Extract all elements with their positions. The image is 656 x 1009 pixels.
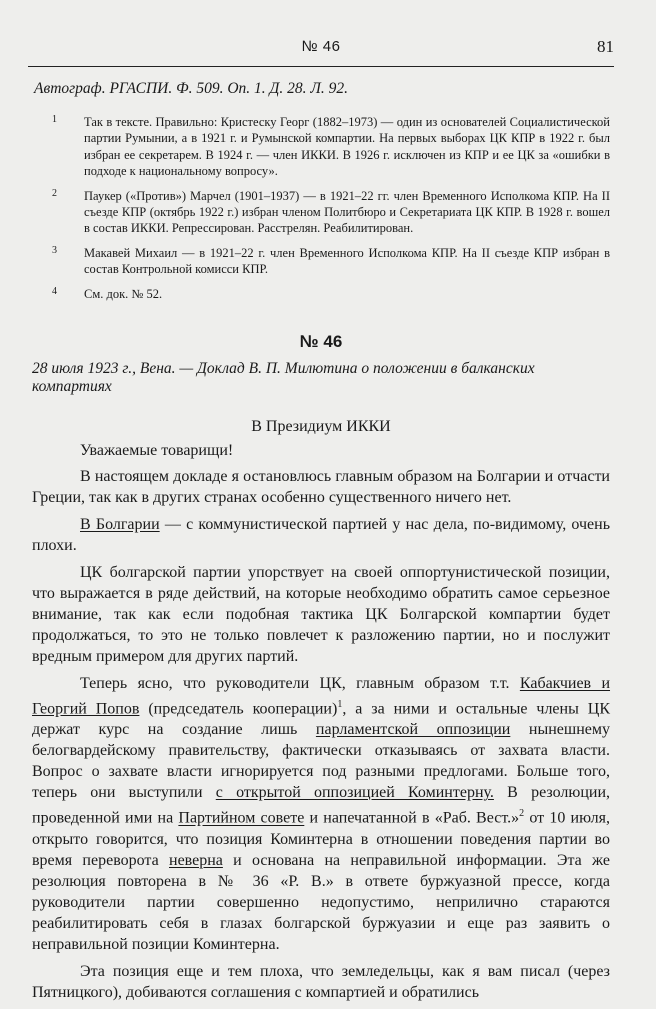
footnote-number: 3 [52,244,57,256]
footnote [32,114,610,180]
footnote-text: Так в тексте. Правильно: Кристеску Георг (1882–1973) — один из основателей Социалистической партии Румынии, а в 1921 г. и Румынской компартии. На первых выборах ЦК КПР в 1922 г. был избран ее секретарем. В 1924 г. — член ИККИ. В 1926 г. исключен из КПР и ее ЦК за «ошибки в подходе к национальному вопросу». [84,115,610,179]
underlined-text: с открытой оппозицией Коминтерну. [215,784,494,802]
page-number: 81 [597,37,614,56]
footnote-text: См. док. № 52. [84,286,163,301]
paragraph-4 [32,673,610,955]
greeting: Уважаемые товарищи! [80,442,234,460]
paragraph-2 [32,514,610,556]
page-content [32,80,610,1009]
paragraph-text: (председатель кооперации) [139,700,338,718]
paragraph-text: , а за ними и остальные члены ЦК держат курс на создание лишь [32,700,610,739]
paragraph-1: В настоящем докладе я остановлюсь главным образом на Болгарии и отчасти Греции, так как в других странах особенно существенного ничего нет. [32,468,610,507]
footnote [32,245,610,278]
paragraph-5: Эта позиция еще и тем плоха, что земледельцы, как я вам писал (через Пятницкого), добиваются соглашения с компартией и обратились [32,962,610,1001]
footnote-ref: 1 [337,699,343,711]
footnote-text: Паукер («Против») Марчел (1901–1937) — в 1921–22 гг. член Временного Исполкома КПР. На II съезде КПР (октябрь 1922 г.) избран членом Политбюро и Секретариата ЦК КПР. В 1928 г. вошел в состав ИККИ. Репрессирован. Расстрелян. Реабилитирован. [84,188,610,236]
archive-source-note: Автограф. РГАСПИ. Ф. 509. Оп. 1. Д. 28. Л. 92. [34,80,349,97]
paragraph-text: В резолюции, проведенной ими на [32,784,611,827]
footnote-text: Макавей Михаил — в 1921–22 г. член Временного Исполкома КПР. На II съезде КПР избран в состав Контрольной комисси КПР. [84,245,610,277]
running-header [28,38,614,67]
footnote-number: 4 [52,285,57,297]
paragraph-text: нынешнему белогвардейскому правительству, фактически отказываясь от захвата власти. Вопрос о захвате власти игнорируется под разными предлогами. Больше того, теперь они выступили [32,721,611,802]
paragraph-text: от 10 июля, открыто говорится, что позиция Коминтерна в отношении поведения партии во время переворота [32,809,610,869]
underlined-text: неверна [169,851,223,869]
paragraph-text: Теперь ясно, что руководители ЦК, главным образом т.т. [80,675,520,693]
paragraph-3: ЦК болгарской партии упорствует на своей оппортунистической позиции, что выражается в ряде действий, на которые необходимо обратить самое серьезное внимание, так как если подобная тактика ЦК Болгарской компартии будет продолжаться, то это не только повлечет к разложению партии, но и послужит вредным примером для других партий. [32,564,610,666]
paragraph-text: — с коммунистической партией у нас дела, по-видимому, очень плохи. [32,516,611,555]
underlined-text: Партийном совете [178,809,305,827]
underlined-text: парламентской оппозиции [315,721,511,739]
footnote [32,286,610,302]
footnote-ref: 2 [519,808,525,820]
paragraph-text: и напечатанной в «Раб. Вест.» [304,809,520,827]
addressee: В Президиум ИККИ [251,418,391,436]
footnotes [32,114,610,302]
underlined-text: В Болгарии [80,516,160,534]
header-document-number: № 46 [301,38,341,55]
footnote [32,188,610,237]
underlined-text: Кабакчиев и Георгий Попов [32,675,611,718]
footnote-number: 2 [52,187,57,199]
document-title: 28 июля 1923 г., Вена. — Доклад В. П. Милютина о положении в балканских компартиях [32,360,535,396]
document-number-heading: № 46 [299,332,343,352]
footnote-number: 1 [52,114,57,125]
paragraph-text: и основана на неправильной информации. Эта же резолюция повторена в № 36 «Р. В.» в ответе буржуазной прессе, когда руководители партии совершенно недопустимо, неприлично стараются реабилитировать себя в глазах болгарской буржуазии и еще раз заявить о неправильной позиции Коминтерна. [32,851,610,953]
